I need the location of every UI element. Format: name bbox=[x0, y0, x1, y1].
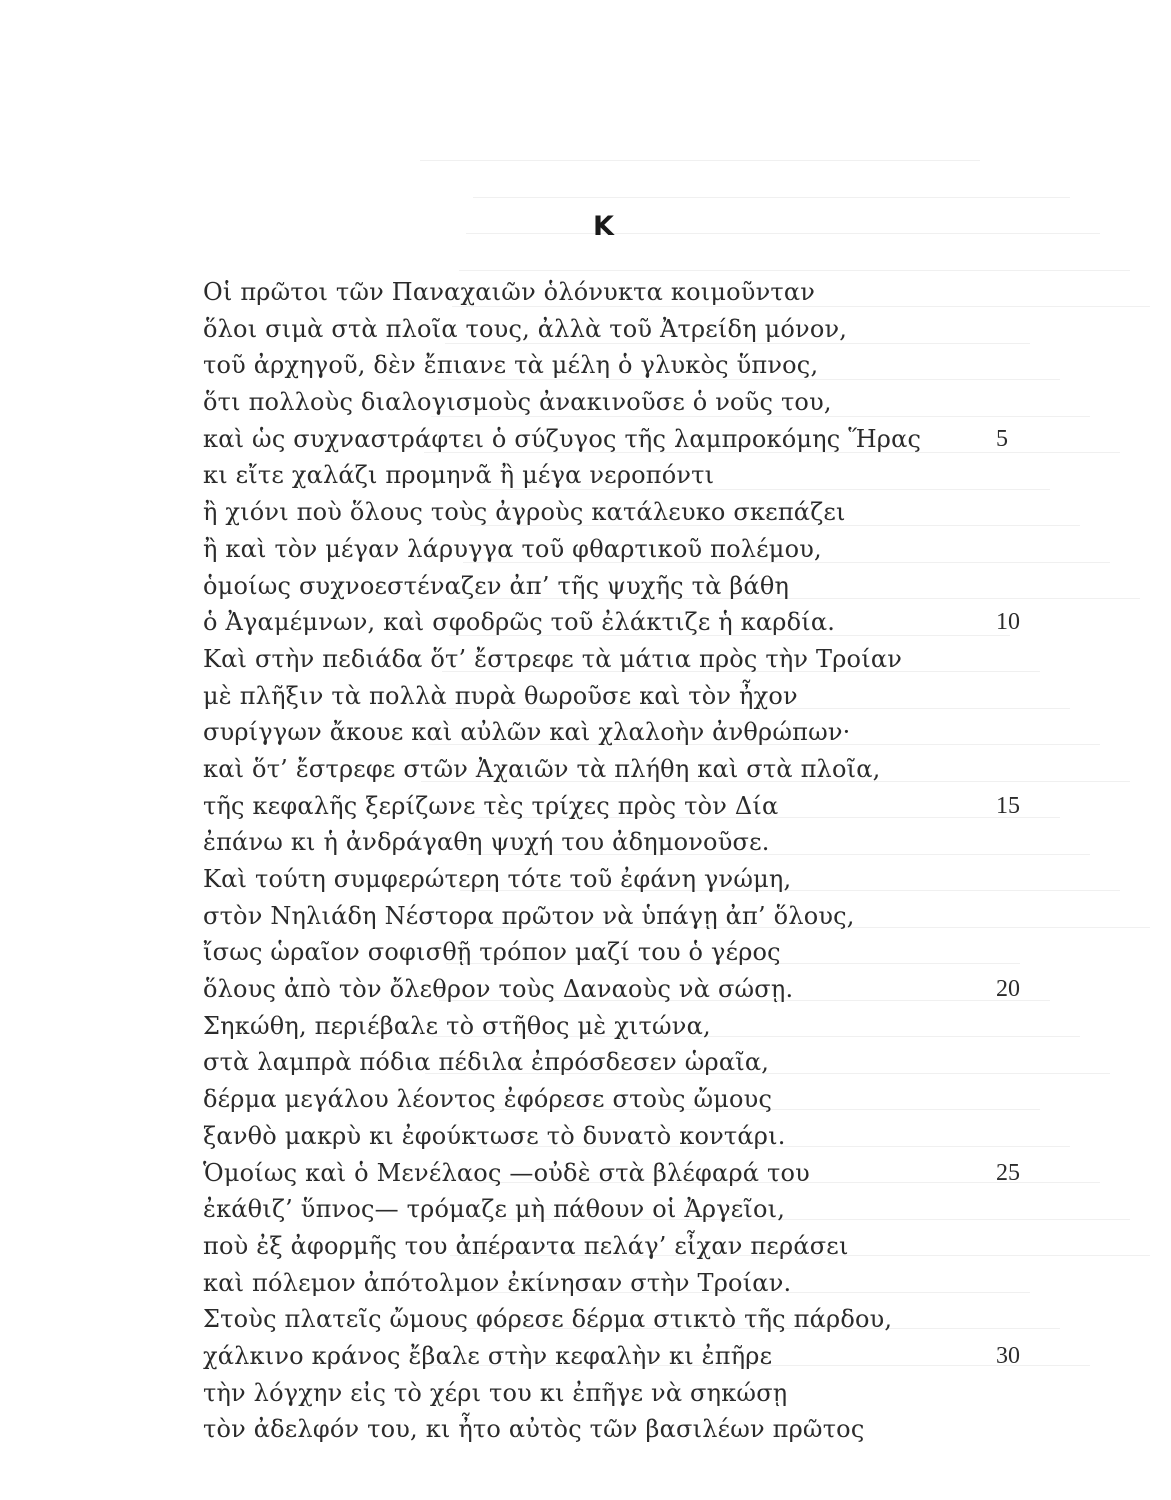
line-number: 10 bbox=[996, 609, 1020, 636]
poem-body bbox=[203, 274, 963, 1448]
verse-line: ποὺ ἐξ ἀφορμῆς του ἀπέραντα πελάγ’ εἶχαν περάσει bbox=[203, 1231, 849, 1260]
bleed-through-line bbox=[420, 160, 980, 161]
verse-line: τὴν λόγχην εἰς τὸ χέρι του κι ἐπῆγε νὰ σηκώσῃ bbox=[203, 1378, 788, 1407]
line-number: 5 bbox=[996, 425, 1008, 452]
bleed-through-line bbox=[473, 197, 1070, 198]
verse-line: Στοὺς πλατεῖς ὤμους φόρεσε δέρμα στικτὸ τῆς πάρδου, bbox=[203, 1305, 893, 1334]
verse-line: ὅλοι σιμὰ στὰ πλοῖα τους, ἀλλὰ τοῦ Ἀτρείδη μόνον, bbox=[203, 314, 848, 343]
verse-line: καὶ ὡς συχναστράφτει ὁ σύζυγος τῆς λαμπροκόμης Ἥρας bbox=[203, 424, 922, 453]
section-heading: K bbox=[593, 211, 614, 242]
verse-line: Οἱ πρῶτοι τῶν Παναχαιῶν ὁλόνυκτα κοιμοῦνταν bbox=[203, 278, 816, 306]
verse-line: ἢ καὶ τὸν μέγαν λάρυγγα τοῦ φθαρτικοῦ πολέμου, bbox=[203, 534, 822, 563]
verse-line: ὅλους ἀπὸ τὸν ὄλεθρον τοὺς Δαναοὺς νὰ σώσῃ. bbox=[203, 975, 794, 1004]
verse-line: ἴσως ὡραῖον σοφισθῇ τρόπον μαζί του ὁ γέρος bbox=[203, 938, 781, 967]
verse-line: Καὶ τούτη συμφερώτερη τότε τοῦ ἐφάνη γνώμη, bbox=[203, 865, 792, 893]
verse-line: στὸν Νηλιάδη Νέστορα πρῶτον νὰ ὑπάγῃ ἀπ’ ὅλους, bbox=[203, 901, 855, 930]
line-number: 30 bbox=[996, 1343, 1020, 1370]
verse-line: χάλκινο κράνος ἔβαλε στὴν κεφαλὴν κι ἐπῆρε bbox=[203, 1341, 773, 1370]
verse-line: Σηκώθη, περιέβαλε τὸ στῆθος μὲ χιτώνα, bbox=[203, 1011, 711, 1040]
verse-line: καὶ πόλεμον ἀπότολμον ἐκίνησαν στὴν Τροίαν. bbox=[203, 1268, 792, 1297]
verse-line: κι εἴτε χαλάζι προμηνᾶ ἢ μέγα νεροπόντι bbox=[203, 461, 715, 490]
verse-line: δέρμα μεγάλου λέοντος ἐφόρεσε στοὺς ὤμους bbox=[203, 1085, 773, 1114]
bleed-through-line bbox=[459, 270, 1130, 271]
verse-line: τῆς κεφαλῆς ξερίζωνε τὲς τρίχες πρὸς τὸν Δία bbox=[203, 791, 779, 820]
verse-line: ἐπάνω κι ἡ ἀνδράγαθη ψυχή του ἀδημονοῦσε. bbox=[203, 828, 770, 857]
verse-line: τὸν ἀδελφόν του, κι ἦτο αὐτὸς τῶν βασιλέων πρῶτος bbox=[203, 1415, 865, 1444]
bleed-through-line bbox=[466, 233, 1100, 234]
verse-line: Καὶ στὴν πεδιάδα ὅτ’ ἔστρεφε τὰ μάτια πρὸς τὴν Τροίαν bbox=[203, 644, 903, 673]
verse-line: ξανθὸ μακρὺ κι ἐφούκτωσε τὸ δυνατὸ κοντάρι. bbox=[203, 1121, 786, 1150]
line-number: 25 bbox=[996, 1159, 1020, 1186]
verse-line: ὁμοίως συχνοεστέναζεν ἀπ’ τῆς ψυχῆς τὰ βάθη bbox=[203, 571, 790, 600]
verse-line: ὁ Ἀγαμέμνων, καὶ σφοδρῶς τοῦ ἐλάκτιζε ἡ καρδία. bbox=[203, 608, 836, 637]
verse-line: συρίγγων ἄκουε καὶ αὐλῶν καὶ χλαλοὴν ἀνθρώπων· bbox=[203, 718, 851, 747]
verse-line: καὶ ὅτ’ ἔστρεφε στῶν Ἀχαιῶν τὰ πλήθη καὶ στὰ πλοῖα, bbox=[203, 754, 881, 783]
verse-line: ἐκάθιζ’ ὕπνος— τρόμαζε μὴ πάθουν οἱ Ἀργεῖοι, bbox=[203, 1195, 786, 1224]
verse-line: ἢ χιόνι ποὺ ὅλους τοὺς ἀγροὺς κατάλευκο σκεπάζει bbox=[203, 498, 846, 527]
line-number: 20 bbox=[996, 976, 1020, 1003]
verse-line: Ὁμοίως καὶ ὁ Μενέλαος —οὐδὲ στὰ βλέφαρά του bbox=[203, 1158, 810, 1187]
verse-line: μὲ πλῆξιν τὰ πολλὰ πυρὰ θωροῦσε καὶ τὸν ἦχον bbox=[203, 681, 798, 710]
verse-line: ὅτι πολλοὺς διαλογισμοὺς ἀνακινοῦσε ὁ νοῦς του, bbox=[203, 388, 832, 417]
verse-line: στὰ λαμπρὰ πόδια πέδιλα ἐπρόσδεσεν ὡραῖα, bbox=[203, 1048, 770, 1077]
verse-line: τοῦ ἀρχηγοῦ, δὲν ἔπιανε τὰ μέλη ὁ γλυκὸς ὕπνος, bbox=[203, 351, 819, 380]
line-number: 15 bbox=[996, 792, 1020, 819]
